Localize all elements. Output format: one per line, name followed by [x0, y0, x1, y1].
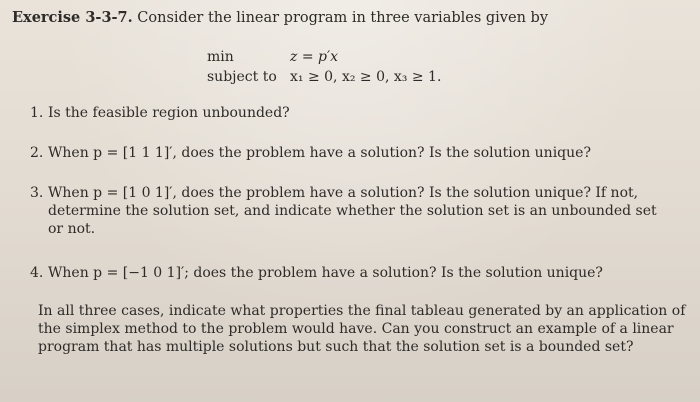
- question-number: 1.: [30, 105, 44, 121]
- question-3-line-3: or not.: [48, 221, 96, 237]
- closing-line-3: program that has multiple solutions but such that the solution set is a bounded set?: [38, 339, 634, 355]
- exercise-intro: Consider the linear program in three variables given by: [132, 10, 549, 26]
- lp-constraints: x₁ ≥ 0, x₂ ≥ 0, x₃ ≥ 1.: [290, 69, 442, 85]
- question-number: 3.: [30, 185, 44, 201]
- closing-line-2: the simplex method to the problem would have. Can you construct an example of a linear: [38, 321, 674, 337]
- lp-min-label: min: [207, 49, 234, 65]
- question-3-line-2: determine the solution set, and indicate whether the solution set is an unbounded set: [48, 203, 657, 219]
- question-3: [30, 185, 638, 201]
- question-text: When p = [−1 0 1]′; does the problem have a solution? Is the solution unique?: [48, 265, 603, 281]
- question-2: [30, 145, 591, 161]
- lp-subject-to-label: subject to: [207, 69, 277, 85]
- lp-objective: z = p′x: [290, 49, 339, 65]
- exercise-title: [12, 10, 548, 26]
- exercise-number: Exercise 3-3-7.: [12, 9, 133, 26]
- closing-line-1: In all three cases, indicate what properties the final tableau generated by an application of: [38, 303, 686, 319]
- question-1: [30, 105, 290, 121]
- question-text: When p = [1 0 1]′, does the problem have a solution? Is the solution unique? If not,: [48, 185, 639, 201]
- question-number: 2.: [30, 145, 44, 161]
- question-text: When p = [1 1 1]′, does the problem have a solution? Is the solution unique?: [48, 145, 591, 161]
- question-4: [30, 265, 603, 281]
- question-number: 4.: [30, 265, 44, 281]
- question-text: Is the feasible region unbounded?: [48, 105, 290, 121]
